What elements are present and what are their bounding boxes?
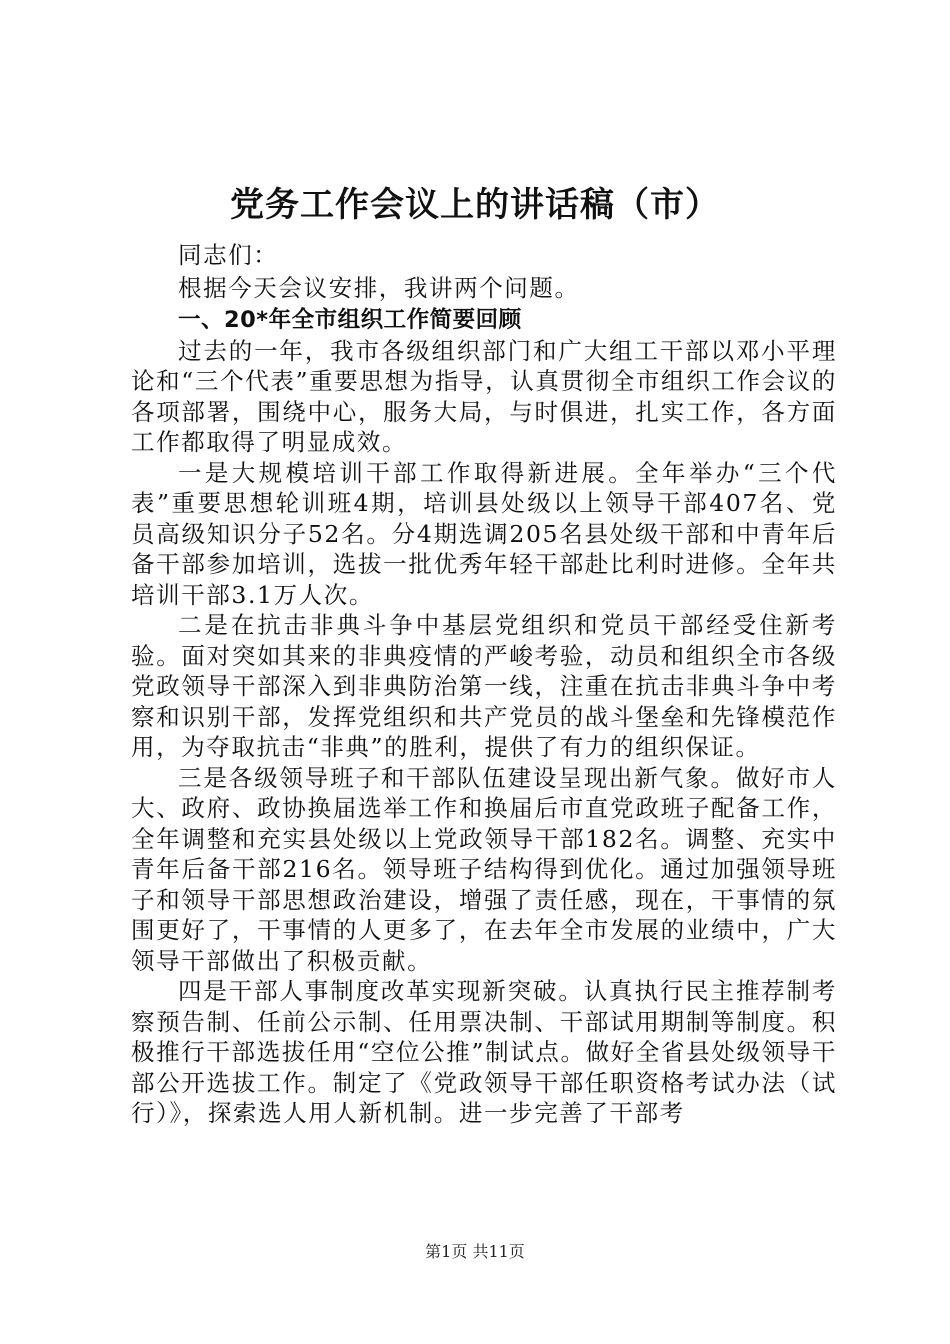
paragraph: 一是大规模培训干部工作取得新进展。全年举办“三个代表”重要思想轮训班4期，培训县处级以上领导干部407名、党员高级知识分子52名。分4期选调205名县处级干部和中青年后备干部参加培训，选拔一批优秀年轻干部赴比利时进修。全年共培训干部3.1万人次。: [131, 458, 837, 609]
salutation: 同志们：: [178, 241, 279, 269]
document-title: 党务工作会议上的讲话稿（市）: [230, 185, 720, 225]
paragraph: 二是在抗击非典斗争中基层党组织和党员干部经受住新考验。面对突如其来的非典疫情的严峻考验，动员和组织全市各级党政领导干部深入到非典防治第一线，注重在抗击非典斗争中考察和识别干部，发挥党组织和共产党员的战斗堡垒和先锋模范作用，为夺取抗击“非典”的胜利，提供了有力的组织保证。: [131, 611, 837, 761]
page-footer: 第1页 共11页: [425, 1242, 525, 1261]
paragraph: 三是各级领导班子和干部队伍建设呈现出新气象。做好市人大、政府、政协换届选举工作和换届后市直党政班子配备工作，全年调整和充实县处级以上党政领导干部182名。调整、充实中青年后备干部216名。领导班子结构得到优化。通过加强领导班子和领导干部思想政治建设，增强了责任感，现在，干事情的氛围更好了，干事情的人更多了，在去年全市发展的业绩中，广大领导干部做出了积极贡献。: [131, 763, 837, 975]
intro-paragraph: 根据今天会议安排，我讲两个问题。: [178, 273, 580, 302]
paragraph: 过去的一年，我市各级组织部门和广大组工干部以邓小平理论和“三个代表”重要思想为指导，认真贯彻全市组织工作会议的各项部署，围绕中心，服务大局，与时俱进，扎实工作，各方面工作都取得了明显成效。: [131, 336, 837, 456]
document-body: [131, 240, 837, 1129]
section-heading: 一、20*年全市组织工作简要回顾: [178, 307, 522, 333]
paragraph: 四是干部人事制度改革实现新突破。认真执行民主推荐制考察预告制、任前公示制、任用票决制、干部试用期制等制度。积极推行干部选拔任用“空位公推”制试点。做好全省县处级领导干部公开选拔工作。制定了《党政领导干部任职资格考试办法（试行）》，探索选人用人新机制。进一步完善了干部考: [131, 977, 837, 1127]
